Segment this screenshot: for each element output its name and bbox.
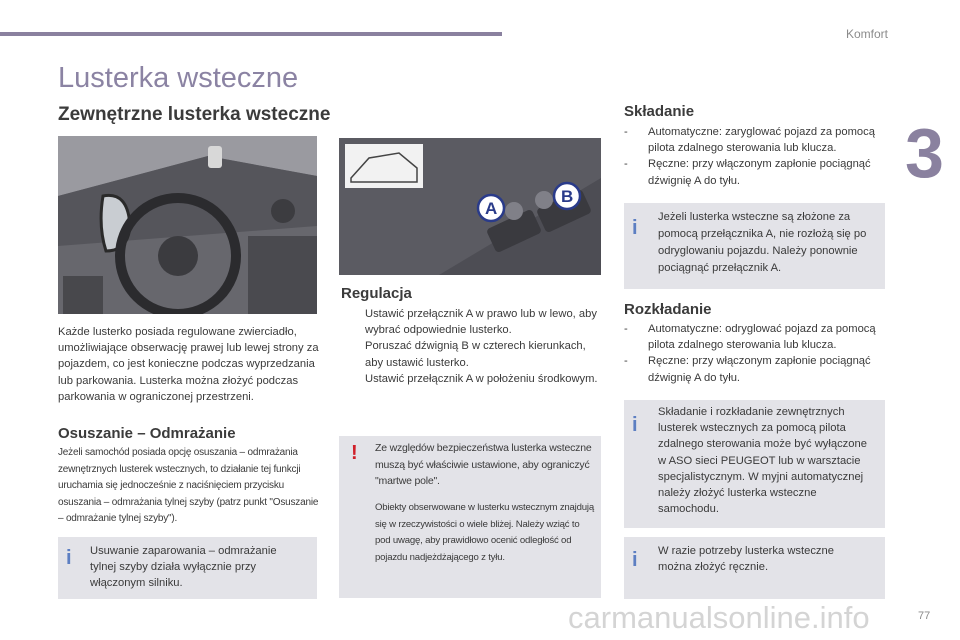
page-title: Lusterka wsteczne [58,62,299,94]
folding-heading: Składanie [624,103,695,120]
chapter-number: 3 [905,114,944,192]
adjustment-list [341,306,603,387]
page-number: 77 [918,610,931,622]
mirror-switch-drawing [339,138,601,275]
adjustment-heading: Regulacja [341,285,412,302]
list-item: - Automatyczne: odryglować pojazd za pomocą pilota zdalnego sterowania lub klucza. [624,323,876,352]
intro-paragraph: Każde lusterko posiada regulowane zwierciadło, umożliwiające obserwację prawej lub lewej strony za pojazdem, co jest konieczne podczas wyprzedzania lub parkowania. Lusterka można złożyć podczas parkowania w ograniczonej przestrzeni. [58,326,319,403]
interior-illustration [58,136,317,314]
warning-paragraph-1: Ze względów bezpieczeństwa lusterka wsteczne muszą być właściwie ustawione, aby ograniczyć "martwe pole". [375,442,592,487]
section-name: Komfort [845,27,888,41]
watermark: carmanualsonline.info [568,600,870,635]
info-icon: i [632,217,638,239]
remote-info-text: Składanie i rozkładanie zewnętrznych lusterek wstecznych za pomocą pilota zdalnego sterowania może być wyłączone w ASO sieci PEUGEOT lub w warsztacie specjalistycznym. W myjni automatycznej należy złożyć lusterka wsteczne samochodu. [658,406,867,516]
info-icon: i [66,547,72,569]
controls-illustration [339,138,601,275]
list-item: - Ręczne: przy włączonym zapłonie pociągnąć dźwignię A do tyłu. [624,355,871,384]
folding-info-text: Jeżeli lusterka wsteczne są złożone za pomocą przełącznika A, nie rozłożą się po odryglowaniu pojazdu. Należy ponownie pociągnąć przełącznik A. [658,211,867,274]
info-text: Usuwanie zaparowania – odmrażanie tylnej szyby działa wyłącznie przy włączonym silniku. [90,545,277,590]
main-heading: Zewnętrzne lusterka wsteczne [58,104,331,125]
folding-list [624,124,886,189]
interior-photo [58,136,317,314]
info-box-defrost [58,537,317,599]
info-box-manual [624,537,885,599]
label-b: B [561,187,574,206]
unfolding-heading: Rozkładanie [624,301,712,318]
info-box-remote [624,400,885,528]
list-item: Ustawić przełącznik A w położeniu środkowym. [365,372,598,385]
warning-icon: ! [351,442,358,464]
defrost-heading: Osuszanie – Odmrażanie [58,425,236,442]
warning-box [339,436,601,598]
manual-info-text: W razie potrzeby lusterka wsteczne można złożyć ręcznie. [658,545,834,574]
warning-paragraph-2: Obiekty obserwowane w lusterku wstecznym znajdują się w rzeczywistości o wiele bliżej. Należy wziąć to pod uwagę, aby prawidłowo ocenić odległość od pojazdu nadjeżdżającego z tyłu. [375,502,594,563]
info-icon: i [632,414,638,436]
label-a: A [485,199,498,218]
list-item: Poruszać dźwignią B w czterech kierunkach, aby ustawić lusterko. [365,340,586,369]
list-item: Ustawić przełącznik A w prawo lub w lewo, aby wybrać odpowiednie lusterko. [365,308,597,337]
list-item: - Automatyczne: zaryglować pojazd za pomocą pilota zdalnego sterowania lub klucza. [624,126,875,155]
info-icon: i [632,549,638,571]
top-accent-bar [0,32,502,36]
info-box-folding [624,203,885,289]
unfolding-list [624,321,886,386]
list-item: - Ręczne: przy włączonym zapłonie pociągnąć dźwignię A do tyłu. [624,158,871,187]
defrost-paragraph: Jeżeli samochód posiada opcję osuszania – odmrażania zewnętrznych lusterek wstecznych, to działanie tej funkcji uruchamia się jednocześnie z naciśnięciem przycisku osuszania – odmrażania tylnej szyby (patrz punkt "Osuszanie – odmrażanie tylnej szyby"). [58,447,319,524]
